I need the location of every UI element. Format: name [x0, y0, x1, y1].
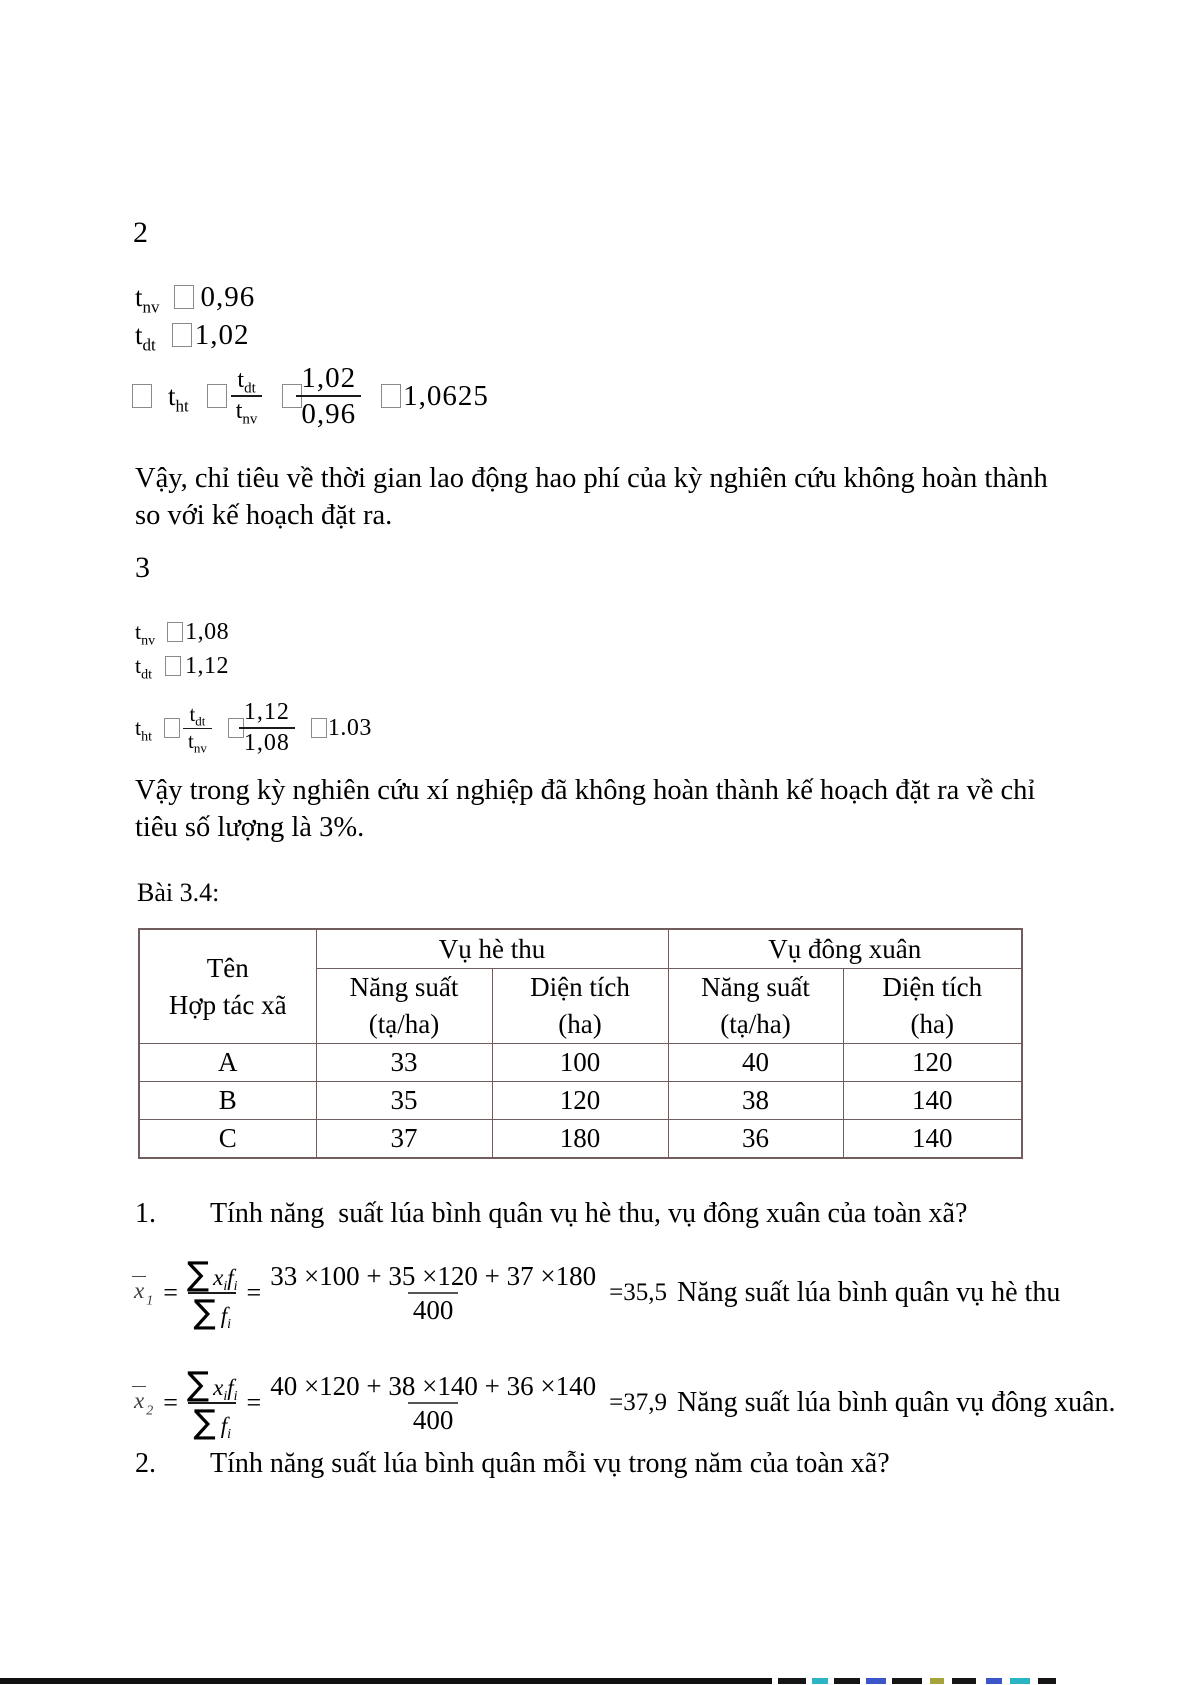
- missing-glyph-box-icon: [172, 323, 192, 347]
- question-text: Tính năng suất lúa bình quân mỗi vụ trong năm của toàn xã?: [210, 1448, 890, 1479]
- coop-name-cell: B: [139, 1082, 316, 1120]
- equals-sign: =: [246, 1388, 262, 1417]
- number-fraction: $\frac{1,12}{1,08}$: [239, 698, 295, 758]
- missing-glyph-box-icon: [164, 718, 180, 738]
- tdt-value: 1,12: [185, 652, 230, 679]
- crop-data-table: [138, 928, 1023, 1159]
- question-number: 1.: [135, 1198, 156, 1229]
- footer-artifact: [1038, 1678, 1056, 1684]
- value-cell: 120: [492, 1082, 668, 1120]
- exercise-title: Bài 3.4:: [137, 878, 220, 907]
- name-column-header: Tên Hợp tác xã: [139, 929, 316, 1044]
- t-nv-symbol: $t_{nv}$: [135, 281, 160, 316]
- t-ht-symbol: $t_{ht}$: [168, 380, 189, 415]
- value-cell: 33: [316, 1044, 492, 1082]
- formula-tnv-sec3: [135, 618, 230, 649]
- t-dt-symbol: $t_{dt}$: [135, 653, 153, 683]
- footer-artifact: [952, 1678, 976, 1684]
- formula-tht-sec3: [135, 690, 372, 766]
- value-cell: 140: [843, 1082, 1022, 1120]
- result-caption: Năng suất lúa bình quân vụ đông xuân.: [676, 1387, 1116, 1418]
- missing-glyph-box-icon: [174, 285, 194, 309]
- coop-name-cell: A: [139, 1044, 316, 1082]
- missing-glyph-box-icon: [165, 656, 181, 676]
- question-2: [135, 1448, 1095, 1480]
- weighted-mean-fraction: $\frac{\sum x_if_i}{\sum f_i}$: [186, 1254, 238, 1332]
- t-nv-symbol: $t_{nv}$: [135, 619, 156, 649]
- value-cell: 36: [668, 1120, 843, 1159]
- x-bar-1-symbol: x $_1$: [134, 1278, 154, 1309]
- yield-subheader: Năng suất (tạ/ha): [668, 969, 843, 1044]
- equals-sign: =: [163, 1278, 178, 1307]
- summer-crop-group-header: Vụ hè thu: [316, 929, 668, 969]
- winter-spring-crop-group-header: Vụ đông xuân: [668, 929, 1022, 969]
- formula-tdt-sec3: [135, 652, 230, 683]
- tnv-value: 0,96: [200, 280, 256, 313]
- formula-tdt-sec2: [135, 318, 250, 354]
- value-cell: 120: [843, 1044, 1022, 1082]
- tht-result: 1.03: [327, 714, 372, 741]
- footer-artifact: [892, 1678, 922, 1684]
- footer-artifact: [812, 1678, 828, 1684]
- value-cell: 37: [316, 1120, 492, 1159]
- tnv-value: 1,08: [185, 618, 230, 645]
- result-caption: Năng suất lúa bình quân vụ hè thu: [676, 1277, 1061, 1308]
- question-text: Tính năng suất lúa bình quân vụ hè thu, vụ đông xuân của toàn xã?: [210, 1198, 968, 1229]
- numeric-expression-fraction: $\frac{33 \times 100 + 35 \times 120 + 37 \times 180}{400}$: [270, 1260, 597, 1325]
- t-ratio-fraction: $\frac{t_{dt}}{t_{nv}}$: [183, 702, 212, 754]
- t-dt-symbol: $t_{dt}$: [135, 319, 156, 354]
- footer-artifact: [834, 1678, 860, 1684]
- conclusion-paragraph-sec2: Vậy, chỉ tiêu về thời gian lao động hao phí của kỳ nghiên cứu không hoàn thành so với kế hoạch đặt ra.: [135, 463, 1048, 531]
- footer-artifact: [778, 1678, 806, 1684]
- value-cell: 38: [668, 1082, 843, 1120]
- value-cell: 180: [492, 1120, 668, 1159]
- area-subheader: Diện tích (ha): [843, 969, 1022, 1044]
- formula-tht-sec2: [132, 352, 489, 440]
- equals-sign: =: [163, 1388, 178, 1417]
- yield-subheader: Năng suất (tạ/ha): [316, 969, 492, 1044]
- number-fraction: $\frac{1,02}{0,96}$: [296, 361, 361, 432]
- footer-artifact: [930, 1678, 944, 1684]
- result-value: =35,5: [609, 1279, 667, 1306]
- conclusion-paragraph-sec3: Vậy trong kỳ nghiên cứu xí nghiệp đã không hoàn thành kế hoạch đặt ra về chỉ tiêu số lượng là 3%.: [135, 775, 1036, 843]
- footer-artifact: [866, 1678, 886, 1684]
- table-row: [139, 1120, 1022, 1159]
- equals-sign: =: [246, 1278, 262, 1307]
- question-number: 2.: [135, 1448, 156, 1479]
- missing-glyph-box-icon: [207, 384, 227, 408]
- footer-watermark-bar: [0, 1678, 772, 1684]
- footer-artifact: [986, 1678, 1002, 1684]
- x-bar-2-symbol: x $_2$: [134, 1388, 154, 1419]
- missing-glyph-box-icon: [381, 384, 401, 408]
- question-1: [135, 1198, 1095, 1230]
- value-cell: 35: [316, 1082, 492, 1120]
- missing-glyph-box-icon: [311, 718, 327, 738]
- mean-formula-winter: [132, 1358, 1116, 1448]
- area-subheader: Diện tích (ha): [492, 969, 668, 1044]
- missing-glyph-box-icon: [167, 622, 183, 642]
- value-cell: 100: [492, 1044, 668, 1082]
- value-cell: 140: [843, 1120, 1022, 1159]
- formula-tnv-sec2: [135, 280, 256, 316]
- tht-result: 1,0625: [403, 379, 489, 412]
- weighted-mean-fraction: $\frac{\sum x_if_i}{\sum f_i}$: [186, 1364, 238, 1442]
- table-row: [139, 1044, 1022, 1082]
- numeric-expression-fraction: $\frac{40 \times 120 + 38 \times 140 + 36 \times 140}{400}$: [270, 1370, 597, 1435]
- tdt-value: 1,02: [194, 318, 250, 351]
- t-ht-symbol: $t_{ht}$: [135, 715, 153, 745]
- section-3-number: 3: [135, 551, 150, 584]
- footer-artifact: [1010, 1678, 1030, 1684]
- table-row: [139, 1082, 1022, 1120]
- section-2-number: 2: [133, 216, 148, 249]
- result-value: =37,9: [609, 1389, 667, 1416]
- value-cell: 40: [668, 1044, 843, 1082]
- table-group-header-row: [139, 929, 1022, 969]
- mean-formula-summer: [132, 1248, 1060, 1338]
- missing-glyph-box-icon: [132, 384, 152, 408]
- coop-name-cell: C: [139, 1120, 316, 1159]
- t-ratio-fraction: $\frac{t_{dt}}{t_{nv}}$: [231, 366, 263, 426]
